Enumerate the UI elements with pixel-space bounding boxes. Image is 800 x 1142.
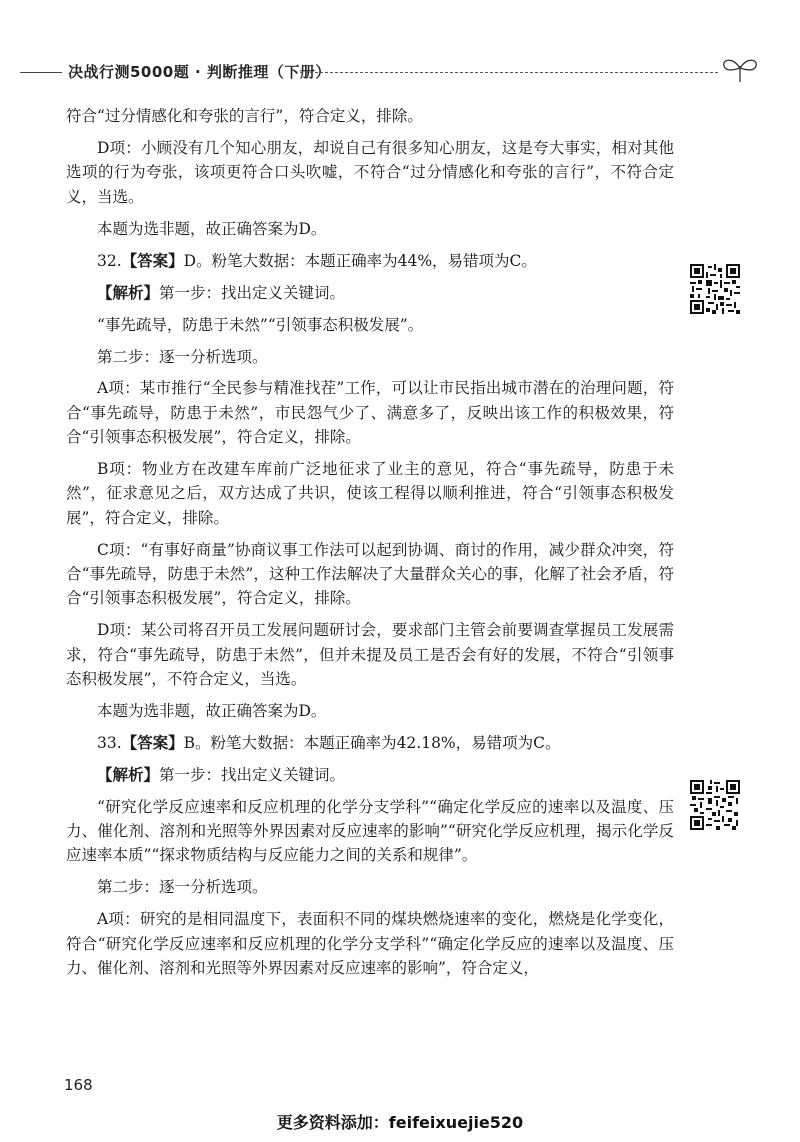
q33-keywords: “研究化学反应速率和反应机理的化学分支学科”“确定化学反应的速率以及温度、压力、催化剂、溶剂和光照等外界因素对反应速率的影响”“研究化学反应机理，揭示化学反应速率本质”“探求物质结构与反应能力之间的关系和规律”。: [66, 797, 674, 865]
footer-note: 更多资料添加：feifeixuejie520: [276, 1113, 524, 1132]
q33-analysis: [66, 763, 674, 787]
q33-step2: 第二步：逐一分析选项。: [97, 878, 268, 897]
answer-text: D。粉笔大数据：本题正确率为44%，易错项为C。: [183, 251, 537, 270]
q32-answer: [66, 249, 674, 273]
qr-code-icon[interactable]: [690, 780, 740, 830]
q33-answer: [66, 731, 674, 755]
answer-label: 【答案】: [121, 250, 184, 270]
analysis-label: 【解析】: [97, 282, 160, 302]
answer-label: 【答案】: [121, 732, 184, 752]
q32-analysis: [66, 281, 674, 305]
qr-code-icon[interactable]: [690, 264, 740, 314]
paragraph: 符合“过分情感化和夸张的言行”，符合定义，排除。: [66, 107, 423, 125]
paragraph: 本题为选非题，故正确答案为D。: [97, 219, 327, 238]
q32-option-c: C项：“有事好商量”协商议事工作法可以起到协调、商讨的作用，减少群众冲突，符合“事先疏导，防患于未然”，这种工作法解决了大量群众关心的事，化解了社会矛盾，符合“引领事态积极发展”，符合定义，排除。: [66, 540, 674, 608]
header-rule-left: [20, 72, 62, 73]
q32-step2: 第二步：逐一分析选项。: [97, 347, 268, 366]
running-header: [0, 52, 800, 92]
answer-text: B。粉笔大数据：本题正确率为42.18%，易错项为C。: [183, 733, 561, 752]
header-title: 决战行测5000题 · 判断推理（下册）: [68, 63, 331, 81]
q32-option-b: B项：物业方在改建车库前广泛地征求了业主的意见，符合“事先疏导，防患于未然”，征求意见之后，双方达成了共识，使该工程得以顺利推进，符合“引领事态积极发展”，符合定义，排除。: [66, 460, 674, 527]
analysis-text: 第一步：找出定义关键词。: [159, 765, 346, 784]
q32-option-a: A项：某市推行“全民参与精准找茬”工作，可以让市民指出城市潜在的治理问题，符合“事先疏导，防患于未然”，市民怨气少了、满意多了，反映出该工作的积极效果，符合“引领事态积极发展”，符合定义，排除。: [66, 379, 674, 447]
q32-conclusion: 本题为选非题，故正确答案为D。: [97, 701, 327, 720]
analysis-label: 【解析】: [97, 764, 160, 784]
q32-keywords: “事先疏导，防患于未然”“引领事态积极发展”。: [97, 315, 424, 334]
leaf-ornament-icon: [718, 54, 762, 84]
q32-option-d: D项：某公司将召开员工发展问题研讨会，要求部门主管会前要调查掌握员工发展需求，符合“事先疏导，防患于未然”，但并未提及员工是否会有好的发展，不符合“引领事态积极发展”，不符合定义，当选。: [66, 621, 674, 688]
question-number: 32.: [97, 251, 122, 270]
header-rule-right: [300, 72, 718, 73]
paragraph: D项：小顾没有几个知心朋友，却说自己有很多知心朋友，这是夸大事实，相对其他选项的行为夸张，该项更符合口头吹嘘，不符合“过分情感化和夸张的言行”，不符合定义，当选。: [66, 138, 674, 206]
q33-option-a: A项：研究的是相同温度下，表面积不同的煤块燃烧速率的变化，燃烧是化学变化，符合“研究化学反应速率和反应机理的化学分支学科”“确定化学反应的速率以及温度、压力、催化剂、溶剂和光照等外界因素对反应速率的影响”，符合定义，: [66, 910, 674, 977]
page-number: 168: [64, 1076, 93, 1094]
page-body: [66, 104, 674, 988]
question-number: 33.: [97, 733, 122, 752]
analysis-text: 第一步：找出定义关键词。: [159, 283, 346, 302]
